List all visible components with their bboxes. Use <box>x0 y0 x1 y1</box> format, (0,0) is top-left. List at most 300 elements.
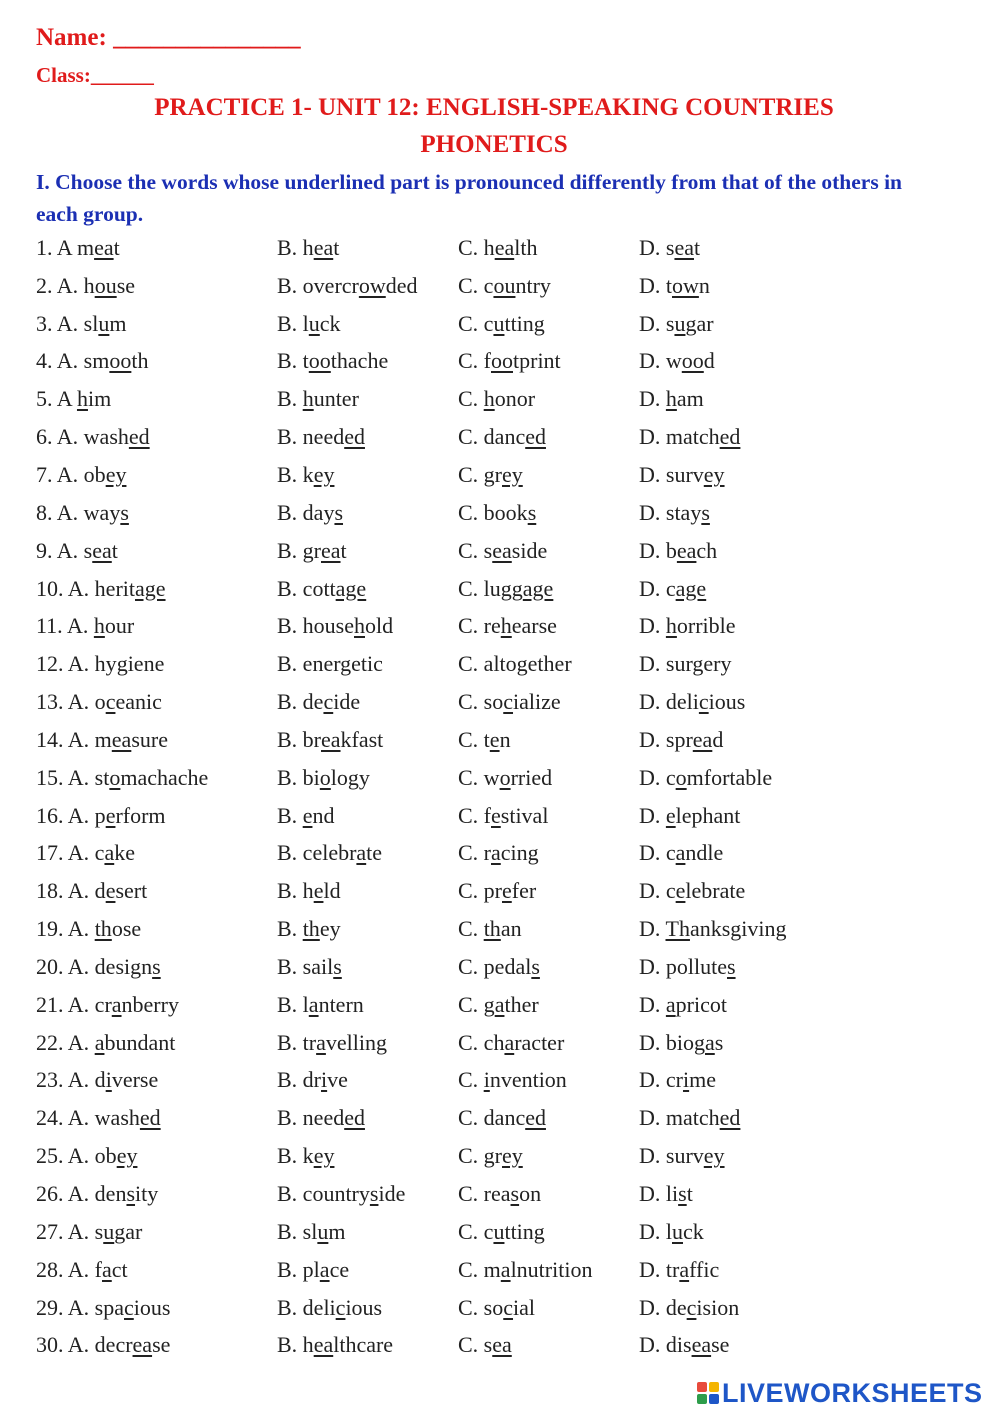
option-text-after: ded <box>385 272 418 298</box>
answer-option[interactable] <box>277 1030 458 1056</box>
option-text-before: B. t <box>277 348 309 374</box>
question-row <box>36 986 966 1024</box>
answer-option[interactable] <box>639 538 939 564</box>
option-text-before: B. sl <box>277 1218 318 1244</box>
option-text-after: logy <box>330 764 370 790</box>
underlined-part: a <box>356 840 367 866</box>
underlined-part: h <box>500 613 512 639</box>
answer-option[interactable] <box>277 765 458 791</box>
answer-option[interactable] <box>277 348 458 374</box>
question-row <box>36 872 966 910</box>
answer-option[interactable] <box>639 1332 939 1358</box>
option-text-after: t <box>113 234 120 260</box>
option-text-after: s <box>714 1029 724 1055</box>
answer-option[interactable] <box>277 462 458 488</box>
underlined-part: a <box>494 991 505 1017</box>
answer-option[interactable] <box>36 348 277 374</box>
option-text-before: D. de <box>639 1294 687 1320</box>
answer-option[interactable] <box>277 500 458 526</box>
answer-option[interactable] <box>36 311 277 337</box>
answer-option[interactable] <box>36 689 277 715</box>
underlined-part: a <box>491 840 501 866</box>
option-text-before: B. de <box>277 689 324 715</box>
name-blank[interactable]: _______________ <box>113 24 301 51</box>
answer-option[interactable] <box>458 1219 639 1245</box>
underlined-part: e <box>302 802 313 828</box>
underlined-part: e <box>502 878 512 904</box>
option-text-before: B. h <box>277 234 314 260</box>
option-text-after: t <box>333 234 340 260</box>
answer-option[interactable] <box>639 311 939 337</box>
question-row <box>36 267 966 305</box>
answer-option[interactable] <box>36 1105 277 1131</box>
underlined-part: g <box>340 651 352 677</box>
answer-option[interactable] <box>639 500 939 526</box>
answer-option[interactable] <box>458 1067 639 1093</box>
option-text-before: 3. A. sl <box>36 310 99 336</box>
underlined-part: ey <box>703 461 725 487</box>
question-row <box>36 229 966 267</box>
answer-option[interactable] <box>639 765 939 791</box>
option-text-before: C. lugg <box>458 575 523 601</box>
answer-option[interactable] <box>277 1257 458 1283</box>
option-text-after: ether <box>527 651 572 677</box>
answer-option[interactable] <box>36 1143 277 1169</box>
underlined-part: a <box>679 1256 690 1282</box>
liveworksheets-logo <box>697 1378 983 1408</box>
underlined-part: h <box>665 613 677 639</box>
option-text-before: B. deli <box>277 1294 336 1320</box>
answer-option[interactable] <box>458 424 639 450</box>
option-text-after: te <box>366 840 383 866</box>
option-text-before: 25. A. ob <box>36 1143 117 1169</box>
option-text-after: ity <box>135 1181 159 1207</box>
question-row <box>36 948 966 986</box>
answer-option[interactable] <box>639 424 939 450</box>
answer-option[interactable] <box>277 386 458 412</box>
answer-option[interactable] <box>639 803 939 829</box>
answer-option[interactable] <box>36 765 277 791</box>
underlined-part: a <box>665 991 676 1017</box>
underlined-part: ea <box>321 726 341 752</box>
option-text-before: D. <box>639 386 666 412</box>
answer-option[interactable] <box>639 386 939 412</box>
answer-option[interactable] <box>277 235 458 261</box>
answer-option[interactable] <box>639 1143 939 1169</box>
answer-option[interactable] <box>36 424 277 450</box>
answer-option[interactable] <box>277 1219 458 1245</box>
answer-option[interactable] <box>36 1332 277 1358</box>
answer-option[interactable] <box>277 992 458 1018</box>
option-text-before: 30. A. decr <box>36 1332 133 1358</box>
underlined-part: a <box>94 1029 105 1055</box>
answer-option[interactable] <box>639 348 939 374</box>
name-label: Name: <box>36 24 114 51</box>
answer-option[interactable] <box>639 840 939 866</box>
option-text-after: thache <box>330 348 389 374</box>
underlined-part: i <box>105 1067 112 1093</box>
answer-option[interactable] <box>458 727 639 753</box>
option-text-before: 7. A. ob <box>36 461 106 487</box>
underlined-part: s <box>120 499 129 525</box>
option-text-after: tprint <box>513 348 561 374</box>
option-text-after: iene <box>127 651 165 677</box>
option-text-before: C. so <box>458 689 504 715</box>
answer-option[interactable] <box>36 613 277 639</box>
underlined-part: ea <box>676 537 697 563</box>
answer-option[interactable] <box>639 689 939 715</box>
question-row <box>36 418 966 456</box>
option-text-after: fer <box>511 878 537 904</box>
option-text-after: ialize <box>513 689 561 715</box>
answer-option[interactable] <box>458 311 639 337</box>
option-text-after: ey <box>319 916 341 942</box>
underlined-part: a <box>104 840 115 866</box>
answer-option[interactable] <box>639 1067 939 1093</box>
option-text-before: B. house <box>277 613 354 639</box>
option-text-after: ffic <box>689 1256 720 1282</box>
answer-option[interactable] <box>639 576 939 602</box>
answer-option[interactable] <box>458 538 639 564</box>
option-text-after: nvention <box>489 1067 567 1093</box>
option-text-after: verse <box>111 1067 159 1093</box>
option-text-before: B. k <box>277 461 314 487</box>
answer-option[interactable] <box>36 235 277 261</box>
underlined-part: ou <box>94 272 117 298</box>
option-text-before: 5. A <box>36 386 77 412</box>
option-text-after: ke <box>114 840 135 866</box>
answer-option[interactable] <box>36 954 277 980</box>
answer-option[interactable] <box>458 1257 639 1283</box>
question-row <box>36 456 966 494</box>
underlined-part: h <box>93 613 105 639</box>
option-text-before: B. dr <box>277 1067 321 1093</box>
answer-option[interactable] <box>36 462 277 488</box>
answer-option[interactable] <box>639 1219 939 1245</box>
option-text-before: 29. A. spa <box>36 1294 124 1320</box>
underlined-part: u <box>493 1218 505 1244</box>
option-text-before: C. s <box>458 537 493 563</box>
answer-option[interactable] <box>277 840 458 866</box>
option-text-before: B. <box>277 802 303 828</box>
answer-option[interactable] <box>639 992 939 1018</box>
underlined-part: o <box>109 764 121 790</box>
answer-option[interactable] <box>458 348 639 374</box>
answer-option[interactable] <box>458 613 639 639</box>
answer-option[interactable] <box>458 878 639 904</box>
answer-option[interactable] <box>36 878 277 904</box>
underlined-part: c <box>335 1294 346 1320</box>
answer-option[interactable] <box>458 576 639 602</box>
option-text-after: m <box>328 1218 346 1244</box>
logo-square-3 <box>697 1394 707 1404</box>
answer-option[interactable] <box>458 954 639 980</box>
underlined-part: h <box>302 386 314 412</box>
question-row <box>36 645 966 683</box>
underlined-part: Th <box>665 916 690 942</box>
underlined-part: ea <box>313 1332 334 1358</box>
question-row <box>36 1137 966 1175</box>
option-text-before: D. li <box>639 1181 679 1207</box>
option-text-before: 2. A. h <box>36 272 95 298</box>
answer-option[interactable] <box>36 803 277 829</box>
answer-option[interactable] <box>639 1105 939 1131</box>
underlined-part: h <box>665 386 677 412</box>
answer-option[interactable] <box>639 954 939 980</box>
underlined-part: u <box>493 310 505 336</box>
option-text-after: etic <box>351 651 383 677</box>
option-text-after: eanic <box>115 689 162 715</box>
answer-option[interactable] <box>277 311 458 337</box>
option-text-after: old <box>365 613 394 639</box>
option-text-after: nberry <box>121 991 179 1017</box>
option-text-after: lthcare <box>333 1332 394 1358</box>
answer-option[interactable] <box>36 386 277 412</box>
section-title: PHONETICS <box>420 131 568 158</box>
class-field[interactable] <box>36 63 154 88</box>
option-text-before: D. dis <box>639 1332 692 1358</box>
answer-option[interactable] <box>36 538 277 564</box>
option-text-before: D. <box>639 613 666 639</box>
option-text-before: C. rea <box>458 1181 511 1207</box>
answer-option[interactable] <box>458 689 639 715</box>
option-text-before: B. ener <box>277 651 341 677</box>
option-text-after: ch <box>696 537 718 563</box>
answer-option[interactable] <box>36 1030 277 1056</box>
answer-option[interactable] <box>639 1030 939 1056</box>
option-text-after: ery <box>703 651 732 677</box>
underlined-part: a <box>500 1256 511 1282</box>
question-row <box>36 380 966 418</box>
question-row <box>36 494 966 532</box>
option-text-before: 24. A. wash <box>36 1105 140 1131</box>
underlined-part: h <box>483 386 495 412</box>
answer-option[interactable] <box>277 1295 458 1321</box>
underlined-part: e <box>489 726 500 752</box>
answer-option[interactable] <box>458 1295 639 1321</box>
question-row <box>36 683 966 721</box>
answer-option[interactable] <box>639 916 939 942</box>
answer-option[interactable] <box>277 1143 458 1169</box>
answer-option[interactable] <box>277 613 458 639</box>
option-text-after: ide <box>378 1181 406 1207</box>
option-text-before: B. l <box>277 991 309 1017</box>
option-text-after: earse <box>511 613 557 639</box>
option-text-before: 13. A. o <box>36 689 106 715</box>
answer-option[interactable] <box>277 1105 458 1131</box>
option-text-before: C. c <box>458 310 494 336</box>
underlined-part: h <box>354 613 365 639</box>
option-text-after: m <box>109 310 127 336</box>
option-text-before: 15. A. st <box>36 764 110 790</box>
answer-option[interactable] <box>458 1105 639 1131</box>
answer-option[interactable] <box>458 386 639 412</box>
answer-option[interactable] <box>458 500 639 526</box>
option-text-before: C. so <box>458 1294 504 1320</box>
option-text-before: B. pl <box>277 1256 320 1282</box>
answer-option[interactable] <box>36 1257 277 1283</box>
answer-option[interactable] <box>36 576 277 602</box>
option-text-before: 26. A. den <box>36 1181 127 1207</box>
underlined-part: u <box>317 1218 329 1244</box>
answer-option[interactable] <box>277 689 458 715</box>
answer-option[interactable] <box>36 500 277 526</box>
answer-option[interactable] <box>458 803 639 829</box>
answer-option[interactable] <box>277 878 458 904</box>
question-row <box>36 1024 966 1062</box>
class-label: Class: <box>36 63 91 87</box>
option-text-after: n <box>698 272 710 298</box>
option-text-before: B. country <box>277 1181 370 1207</box>
answer-option[interactable] <box>639 1181 939 1207</box>
answer-option[interactable] <box>277 424 458 450</box>
option-text-before: 6. A. wash <box>36 424 129 450</box>
option-text-before: D. c <box>639 764 676 790</box>
option-text-after: t <box>693 234 701 260</box>
answer-option[interactable] <box>458 1143 639 1169</box>
answer-option[interactable] <box>639 1295 939 1321</box>
answer-option[interactable] <box>277 538 458 564</box>
underlined-part: ow <box>672 272 699 298</box>
answer-option[interactable] <box>277 576 458 602</box>
logo-square-4 <box>709 1394 719 1404</box>
option-text-before: D. match <box>639 1105 720 1131</box>
answer-option[interactable] <box>639 613 939 639</box>
option-text-after: stival <box>500 802 549 828</box>
option-text-before: D. cr <box>639 1067 683 1093</box>
answer-option[interactable] <box>36 916 277 942</box>
answer-option[interactable] <box>458 916 639 942</box>
answer-option[interactable] <box>458 1332 639 1358</box>
answer-option[interactable] <box>458 462 639 488</box>
underlined-part: ea <box>492 537 512 563</box>
underlined-part: g <box>516 651 528 677</box>
answer-option[interactable] <box>458 1181 639 1207</box>
underlined-part: ed <box>344 424 365 450</box>
answer-option[interactable] <box>458 765 639 791</box>
answer-option[interactable] <box>458 1030 639 1056</box>
answer-option[interactable] <box>277 1332 458 1358</box>
logo-icon <box>697 1382 719 1404</box>
answer-option[interactable] <box>277 727 458 753</box>
underlined-part: a <box>316 1029 326 1055</box>
option-text-before: 16. A. p <box>36 802 106 828</box>
option-text-after: ious <box>708 689 746 715</box>
answer-option[interactable] <box>277 651 458 677</box>
option-text-before: B. l <box>277 310 309 336</box>
option-text-before: C. m <box>458 1256 501 1282</box>
answer-option[interactable] <box>277 916 458 942</box>
question-row <box>36 1251 966 1289</box>
underlined-part: ey <box>313 1143 335 1169</box>
option-text-before: D. s <box>639 234 675 260</box>
underlined-part: s <box>126 1181 136 1207</box>
option-text-after: onor <box>494 386 536 412</box>
option-text-before: C. <box>458 916 484 942</box>
underlined-part: ea <box>674 234 694 260</box>
underlined-part: e <box>313 878 324 904</box>
answer-option[interactable] <box>36 840 277 866</box>
underlined-part: c <box>698 689 709 715</box>
underlined-part: i <box>483 1067 490 1093</box>
answer-option[interactable] <box>277 1181 458 1207</box>
answer-option[interactable] <box>639 1257 939 1283</box>
option-text-after: gar <box>685 310 714 336</box>
option-text-before: 9. A. s <box>36 537 93 563</box>
answer-option[interactable] <box>639 727 939 753</box>
option-text-after: rried <box>510 764 553 790</box>
answer-option[interactable] <box>277 803 458 829</box>
answer-option[interactable] <box>36 651 277 677</box>
answer-option[interactable] <box>277 273 458 299</box>
underlined-part: s <box>152 953 161 979</box>
underlined-part: e <box>105 802 116 828</box>
answer-option[interactable] <box>458 992 639 1018</box>
answer-option[interactable] <box>458 235 639 261</box>
answer-option[interactable] <box>36 273 277 299</box>
underlined-part: o <box>319 764 331 790</box>
class-blank[interactable]: ______ <box>90 63 154 87</box>
answer-option[interactable] <box>277 1067 458 1093</box>
option-text-before: 23. A. d <box>36 1067 106 1093</box>
underlined-part: e <box>105 878 116 904</box>
answer-option[interactable] <box>458 840 639 866</box>
answer-option[interactable] <box>458 651 639 677</box>
underlined-part: c <box>503 689 514 715</box>
name-field[interactable] <box>36 24 301 52</box>
answer-option[interactable] <box>36 1219 277 1245</box>
answer-option[interactable] <box>458 273 639 299</box>
option-text-before: C. re <box>458 613 501 639</box>
option-text-before: B. overcr <box>277 272 359 298</box>
option-text-before: C. danc <box>458 424 526 450</box>
underlined-part: a <box>675 840 686 866</box>
answer-option[interactable] <box>277 954 458 980</box>
answer-option[interactable] <box>639 273 939 299</box>
question-row <box>36 532 966 570</box>
answer-option[interactable] <box>36 727 277 753</box>
option-text-before: C. g <box>458 991 495 1017</box>
answer-option[interactable] <box>36 1181 277 1207</box>
option-text-after: mfortable <box>686 764 773 790</box>
option-text-after: d <box>712 726 724 752</box>
question-row <box>36 1213 966 1251</box>
answer-option[interactable] <box>639 235 939 261</box>
underlined-part: o <box>675 764 687 790</box>
underlined-part: a <box>504 1029 515 1055</box>
option-text-after: se <box>711 1332 730 1358</box>
option-text-after: th <box>131 348 149 374</box>
option-text-before: C. c <box>458 1218 494 1244</box>
answer-option[interactable] <box>639 878 939 904</box>
option-text-before: C. c <box>458 272 494 298</box>
answer-option[interactable] <box>36 1295 277 1321</box>
underlined-part: ey <box>502 1143 523 1169</box>
underlined-part: e <box>491 802 501 828</box>
question-row <box>36 1289 966 1327</box>
answer-option[interactable] <box>36 992 277 1018</box>
answer-option[interactable] <box>36 1067 277 1093</box>
underlined-part: ea <box>94 234 114 260</box>
option-text-after: n <box>499 726 511 752</box>
option-text-before: 4. A. sm <box>36 348 110 374</box>
answer-option[interactable] <box>639 462 939 488</box>
option-text-before: C. t <box>458 726 490 752</box>
option-text-before: D. s <box>639 310 675 336</box>
option-text-before: C. alto <box>458 651 517 677</box>
answer-option[interactable] <box>639 651 939 677</box>
underlined-part: s <box>510 1181 520 1207</box>
